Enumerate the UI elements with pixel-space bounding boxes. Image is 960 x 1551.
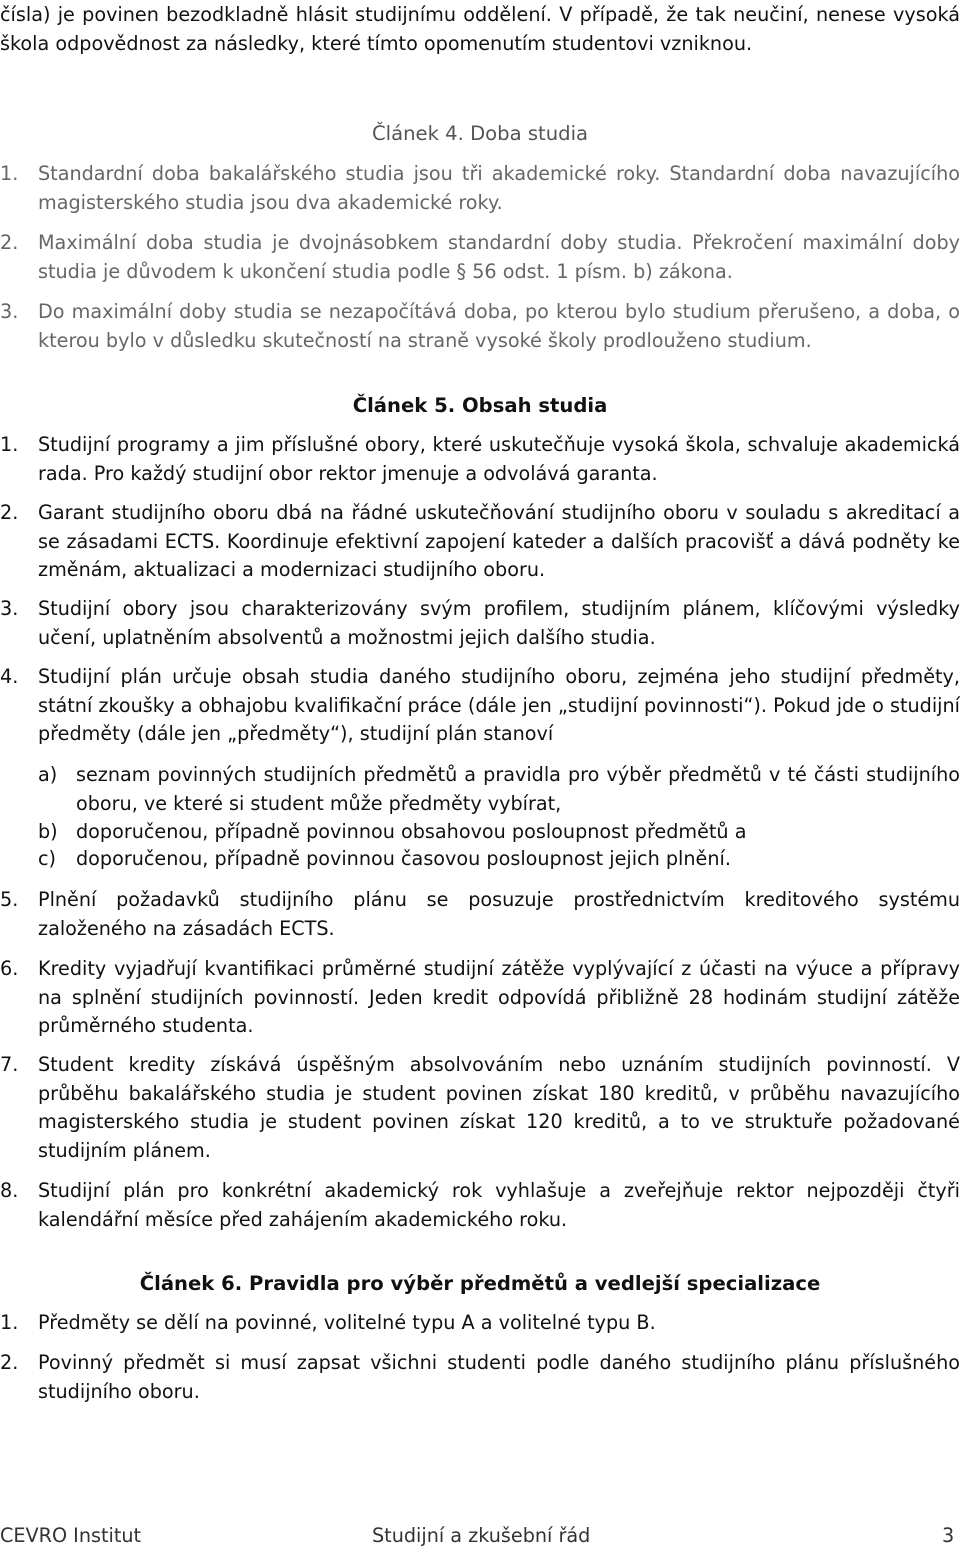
art4-item-3-text: Do maximální doby studia se nezapočítává doba, po kterou bylo studium přerušeno, a doba, o kterou bylo v důsledku skutečností na straně vysoké školy prodlouženo studium. bbox=[38, 300, 960, 352]
art5-subitem-a-label: a) bbox=[38, 763, 58, 786]
art5-item-2 bbox=[0, 499, 960, 585]
art4-item-1 bbox=[0, 160, 960, 217]
art5-item-1 bbox=[0, 431, 960, 488]
art5-subitem-a-text: seznam povinných studijních předmětů a pravidla pro výběr předmětů v té části studijního oboru, ve které si student může předměty vybírat, bbox=[76, 763, 960, 815]
art5-item-6-text: Kredity vyjadřují kvantifikaci průměrné studijní zátěže vyplývající z účasti na výuce a přípravy na splnění studijních povinností. Jeden kredit odpovídá přibližně 28 hodinám studijní zátěže průměrného studenta. bbox=[38, 957, 960, 1038]
art4-item-2-number: 2. bbox=[0, 231, 19, 254]
art5-item-5 bbox=[0, 886, 960, 943]
footer-institution: CEVRO Institut bbox=[0, 1524, 142, 1547]
art5-item-3 bbox=[0, 595, 960, 652]
art4-item-1-number: 1. bbox=[0, 162, 19, 185]
art5-subitem-c-label: c) bbox=[38, 847, 57, 870]
art5-item-5-text: Plnění požadavků studijního plánu se posuzuje prostřednictvím kreditového systému založeného na zásadách ECTS. bbox=[38, 888, 960, 940]
art5-item-8 bbox=[0, 1177, 960, 1234]
art5-item-1-text: Studijní programy a jim příslušné obory, které uskutečňuje vysoká škola, schvaluje akademická rada. Pro každý studijní obor rektor jmenuje a odvolává garanta. bbox=[38, 433, 960, 485]
intro-paragraph: čísla) je povinen bezodkladně hlásit studijnímu oddělení. V případě, že tak neučiní, nenese vysoká škola odpovědnost za následky, které tímto opomenutím studentovi vzniknou. bbox=[0, 3, 960, 55]
art5-subitem-a bbox=[38, 761, 960, 818]
art4-item-3-number: 3. bbox=[0, 300, 19, 323]
art5-item-3-number: 3. bbox=[0, 597, 19, 620]
art5-item-7-number: 7. bbox=[0, 1053, 19, 1076]
art4-item-2-text: Maximální doba studia je dvojnásobkem standardní doby studia. Překročení maximální doby studia je důvodem k ukončení studia podle § 56 odst. 1 písm. b) zákona. bbox=[38, 231, 960, 283]
art5-subitem-b bbox=[38, 818, 960, 847]
art5-item-1-number: 1. bbox=[0, 433, 19, 456]
art4-item-1-text: Standardní doba bakalářského studia jsou tři akademické roky. Standardní doba navazujícího magisterského studia jsou dva akademické roky. bbox=[38, 162, 960, 214]
art5-item-6 bbox=[0, 955, 960, 1041]
art5-item-7 bbox=[0, 1051, 960, 1165]
art6-item-2 bbox=[0, 1349, 960, 1406]
art5-item-8-text: Studijní plán pro konkrétní akademický rok vyhlašuje a zveřejňuje rektor nejpozději čtyři kalendářní měsíce před zahájením akademického roku. bbox=[38, 1179, 960, 1231]
art4-item-2 bbox=[0, 229, 960, 286]
art5-item-4 bbox=[0, 663, 960, 749]
art5-item-2-text: Garant studijního oboru dbá na řádné uskutečňování studijního oboru v souladu s akreditací a se zásadami ECTS. Koordinuje efektivní zapojení kateder a dalších pracovišť a dává podněty ke změnám, aktualizaci a modernizaci studijního oboru. bbox=[38, 501, 960, 582]
article-6-heading: Článek 6. Pravidla pro výběr předmětů a vedlejší specializace bbox=[139, 1272, 821, 1295]
art5-item-7-text: Student kredity získává úspěšným absolvováním nebo uznáním studijních povinností. V průběhu bakalářského studia je student povinen získat 180 kreditů, v průběhu navazujícího magisterského studia je student povinen získat 120 kreditů, a to ve struktuře požadované studijním plánem. bbox=[38, 1053, 960, 1162]
art5-subitem-c bbox=[38, 845, 960, 874]
article-5-heading: Článek 5. Obsah studia bbox=[352, 394, 608, 417]
art6-item-1-text: Předměty se dělí na povinné, volitelné typu A a volitelné typu B. bbox=[38, 1311, 656, 1334]
art5-item-8-number: 8. bbox=[0, 1179, 19, 1202]
footer-document-title: Studijní a zkušební řád bbox=[372, 1524, 591, 1547]
art6-item-2-text: Povinný předmět si musí zapsat všichni studenti podle daného studijního plánu příslušného studijního oboru. bbox=[38, 1351, 960, 1403]
art5-item-2-number: 2. bbox=[0, 501, 19, 524]
art5-item-4-number: 4. bbox=[0, 665, 19, 688]
footer-page-number: 3 bbox=[942, 1524, 955, 1547]
article-4-heading: Článek 4. Doba studia bbox=[371, 122, 589, 145]
art5-subitem-b-label: b) bbox=[38, 820, 58, 843]
art5-subitem-c-text: doporučenou, případně povinnou časovou posloupnost jejich plnění. bbox=[76, 847, 731, 870]
art6-item-1 bbox=[0, 1309, 960, 1338]
art5-item-4-text: Studijní plán určuje obsah studia daného studijního oboru, zejména jeho studijní předměty, státní zkoušky a obhajobu kvalifikační práce (dále jen „studijní povinnosti“). Pokud jde o studijní předměty (dále jen „předměty“), studijní plán stanoví bbox=[38, 665, 960, 746]
art4-item-3 bbox=[0, 298, 960, 355]
art5-item-3-text: Studijní obory jsou charakterizovány svým profilem, studijním plánem, klíčovými výsledky učení, uplatněním absolventů a možnostmi jejich dalšího studia. bbox=[38, 597, 960, 649]
art5-item-6-number: 6. bbox=[0, 957, 19, 980]
art5-subitem-b-text: doporučenou, případně povinnou obsahovou posloupnost předmětů a bbox=[76, 820, 747, 843]
art6-item-2-number: 2. bbox=[0, 1351, 19, 1374]
art6-item-1-number: 1. bbox=[0, 1311, 19, 1334]
art5-item-5-number: 5. bbox=[0, 888, 19, 911]
